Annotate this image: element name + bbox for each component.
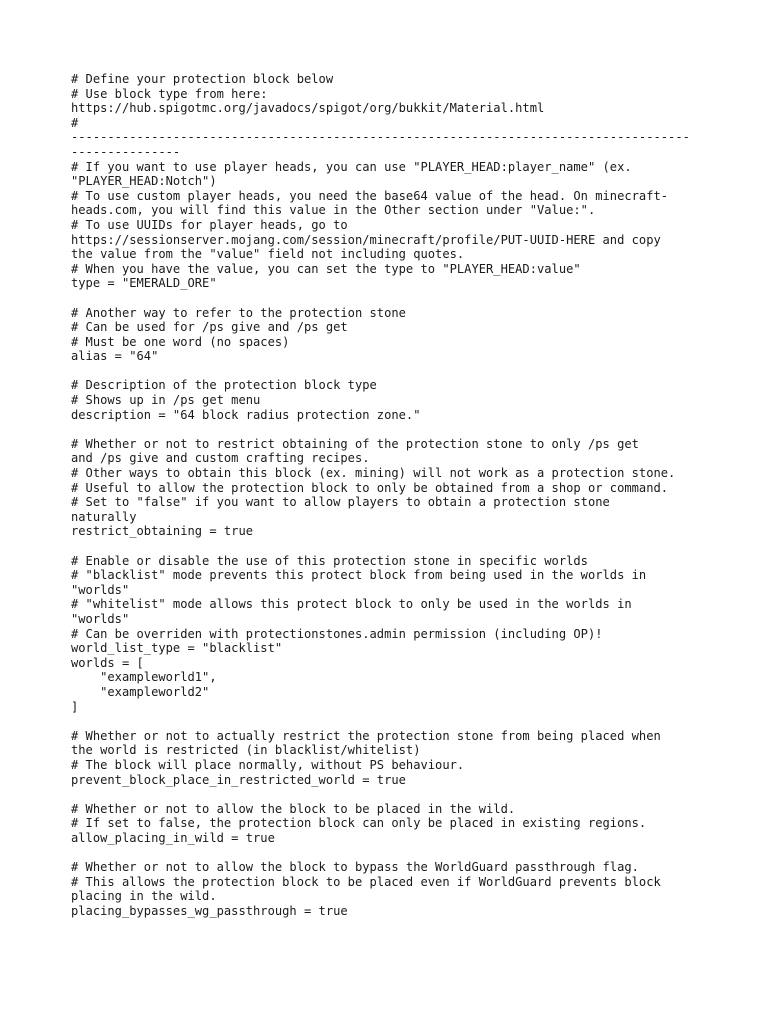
config-line: world_list_type = "blacklist" (71, 641, 283, 656)
comment-line: # When you have the value, you can set the type to "PLAYER_HEAD:value" (71, 261, 581, 276)
blank-line (71, 291, 701, 306)
blank-line (71, 845, 701, 860)
comment-line: # Shows up in /ps get menu (71, 393, 261, 408)
config-line: heads.com, you will find this value in the Other section under "Value:". (71, 203, 596, 218)
comment-line: # Use block type from here: (71, 86, 268, 101)
comment-line: # Can be used for /ps give and /ps get (71, 320, 348, 335)
comment-line: # "whitelist" mode allows this protect block to only be used in the worlds in (71, 597, 632, 612)
comment-line: # Can be overriden with protectionstones.admin permission (including OP)! (71, 626, 603, 641)
comment-line: # If you want to use player heads, you can use "PLAYER_HEAD:player_name" (ex. (71, 159, 632, 174)
config-line: description = "64 block radius protection zone." (71, 407, 421, 422)
config-line: naturally (71, 509, 137, 524)
config-line: placing in the wild. (71, 889, 217, 904)
config-line: alias = "64" (71, 349, 159, 364)
config-line: ------------------------------------------------------------------------------------- (71, 130, 690, 145)
comment-line: # "blacklist" mode prevents this protect block from being used in the worlds in (71, 568, 647, 583)
comment-line: # To use custom player heads, you need the base64 value of the head. On minecraft- (71, 188, 669, 203)
comment-line: # Enable or disable the use of this protection stone in specific worlds (71, 553, 588, 568)
comment-line: # If set to false, the protection block can only be placed in existing regions. (71, 816, 647, 831)
comment-line: # Whether or not to allow the block to be placed in the wild. (71, 801, 516, 816)
blank-line (71, 714, 701, 729)
blank-line (71, 422, 701, 437)
config-line: worlds = [ (71, 655, 144, 670)
comment-line: # This allows the protection block to be placed even if WorldGuard prevents block (71, 874, 661, 889)
config-line: allow_placing_in_wild = true (71, 830, 275, 845)
comment-line: # Useful to allow the protection block to only be obtained from a shop or command. (71, 480, 669, 495)
config-line: "exampleworld1", (71, 670, 217, 685)
config-line: "exampleworld2" (71, 684, 210, 699)
config-line: placing_bypasses_wg_passthrough = true (71, 903, 348, 918)
comment-line: # Whether or not to actually restrict the protection stone from being placed when (71, 728, 661, 743)
comment-line: # Must be one word (no spaces) (71, 334, 290, 349)
config-document (71, 72, 701, 918)
config-line: https://sessionserver.mojang.com/session/minecraft/profile/PUT-UUID-HERE and copy (71, 232, 661, 247)
comment-line: # (71, 115, 79, 130)
comment-line: # Set to "false" if you want to allow players to obtain a protection stone (71, 495, 610, 510)
comment-line: # Other ways to obtain this block (ex. mining) will not work as a protection stone. (71, 466, 676, 481)
config-line: "worlds" (71, 611, 130, 626)
comment-line: # Whether or not to restrict obtaining of the protection stone to only /ps get (71, 436, 639, 451)
config-line: restrict_obtaining = true (71, 524, 254, 539)
comment-line: # Description of the protection block type (71, 378, 377, 393)
comment-line: # The block will place normally, without PS behaviour. (71, 757, 465, 772)
comment-line: # Whether or not to allow the block to bypass the WorldGuard passthrough flag. (71, 860, 639, 875)
comment-line: # Define your protection block below (71, 72, 334, 86)
config-line: "PLAYER_HEAD:Notch") (71, 174, 217, 189)
config-line: ] (71, 699, 79, 714)
config-line: https://hub.spigotmc.org/javadocs/spigot/org/bukkit/Material.html (71, 101, 545, 116)
config-line: --------------- (71, 144, 181, 159)
comment-line: # To use UUIDs for player heads, go to (71, 217, 348, 232)
config-line: type = "EMERALD_ORE" (71, 276, 217, 291)
config-line: "worlds" (71, 582, 130, 597)
blank-line (71, 364, 701, 379)
config-line: the world is restricted (in blacklist/whitelist) (71, 743, 421, 758)
blank-line (71, 787, 701, 802)
comment-line: # Another way to refer to the protection stone (71, 305, 406, 320)
blank-line (71, 539, 701, 554)
config-line: and /ps give and custom crafting recipes. (71, 451, 370, 466)
config-line: the value from the "value" field not including quotes. (71, 247, 465, 262)
config-line: prevent_block_place_in_restricted_world = true (71, 772, 406, 787)
